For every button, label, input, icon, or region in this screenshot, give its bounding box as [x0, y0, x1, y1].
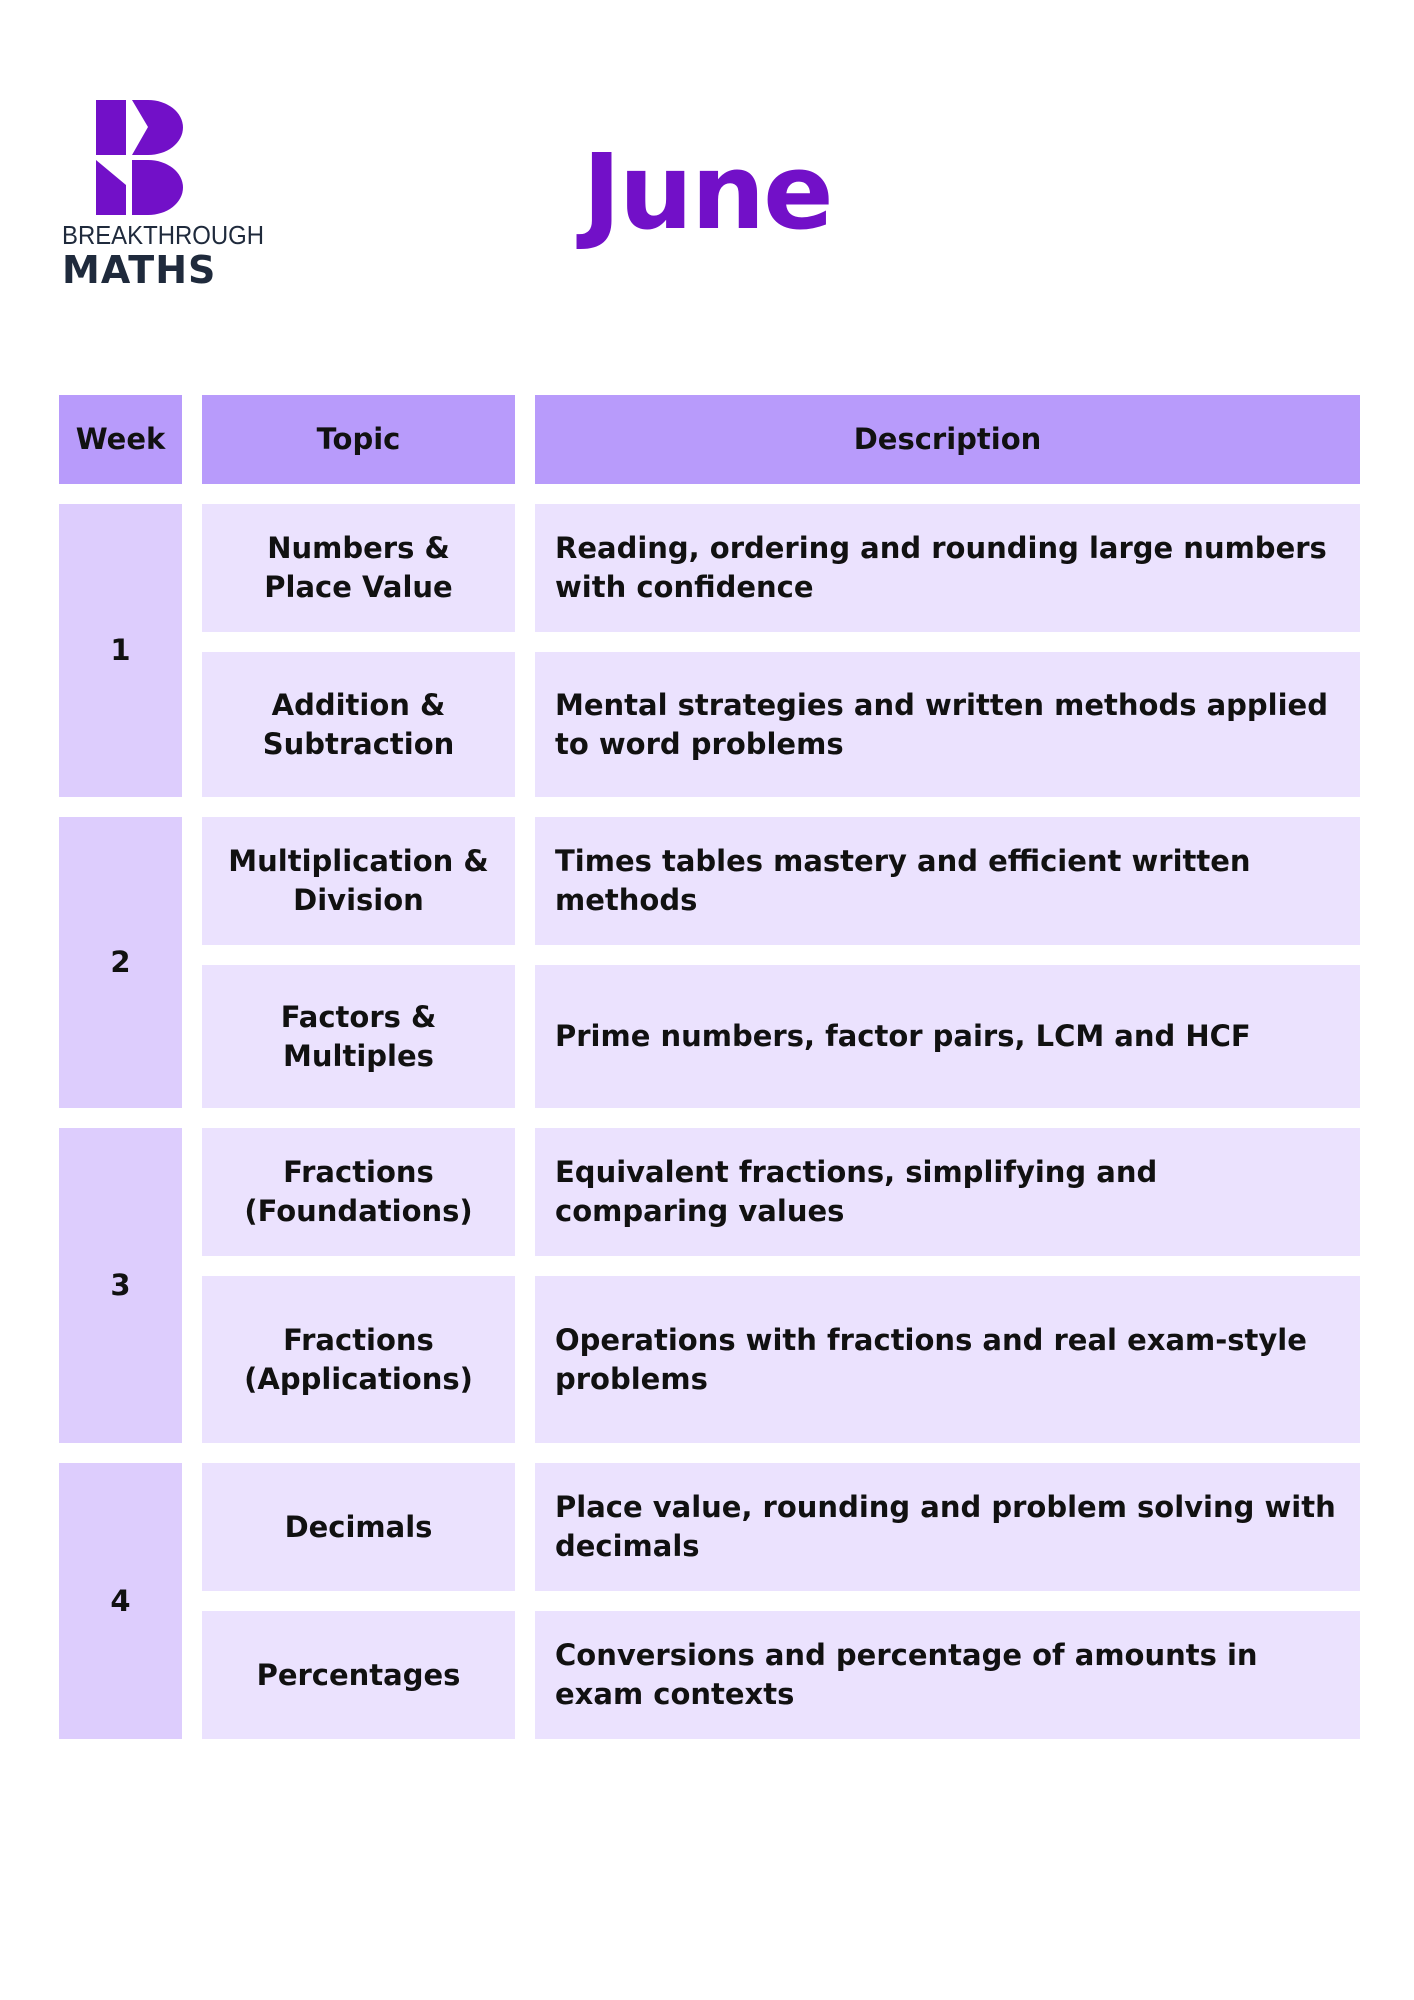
topic-cell: Percentages	[202, 1611, 515, 1739]
description-cell: Prime numbers, factor pairs, LCM and HCF	[535, 965, 1360, 1108]
topic-cell: Addition & Subtraction	[202, 652, 515, 797]
description-cell: Mental strategies and written methods applied to word problems	[535, 652, 1360, 797]
topic-cell: Multiplication & Division	[202, 817, 515, 945]
description-cell: Conversions and percentage of amounts in exam contexts	[535, 1611, 1360, 1739]
week-number: 1	[59, 504, 182, 797]
description-cell: Times tables mastery and efficient written methods	[535, 817, 1360, 945]
brand-name-line2: MATHS	[62, 248, 217, 292]
topic-cell: Factors & Multiples	[202, 965, 515, 1108]
header-topic: Topic	[202, 395, 515, 484]
page-title: June	[582, 131, 832, 253]
topic-cell: Fractions (Applications)	[202, 1276, 515, 1443]
description-cell: Operations with fractions and real exam-style problems	[535, 1276, 1360, 1443]
description-cell: Equivalent fractions, simplifying and comparing values	[535, 1128, 1360, 1256]
week-number: 2	[59, 817, 182, 1108]
header-description: Description	[535, 395, 1360, 484]
brand-name-line1: BREAKTHROUGH	[62, 220, 265, 250]
week-number: 3	[59, 1128, 182, 1443]
week-number: 4	[59, 1463, 182, 1739]
description-cell: Place value, rounding and problem solving with decimals	[535, 1463, 1360, 1591]
topic-cell: Fractions (Foundations)	[202, 1128, 515, 1256]
header-week: Week	[59, 395, 182, 484]
topic-cell: Numbers & Place Value	[202, 504, 515, 632]
schedule-table	[59, 395, 1360, 1739]
topic-cell: Decimals	[202, 1463, 515, 1591]
description-cell: Reading, ordering and rounding large numbers with confidence	[535, 504, 1360, 632]
